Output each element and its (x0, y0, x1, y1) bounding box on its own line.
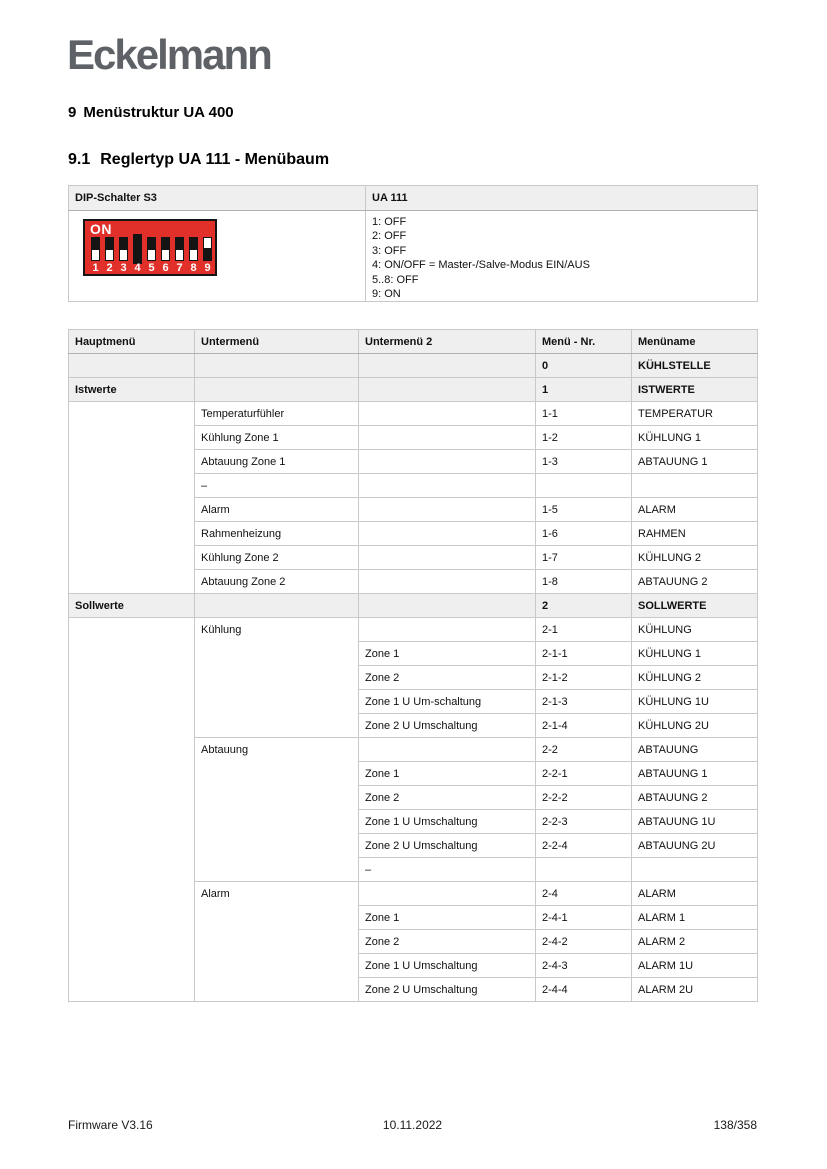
cell-untermenu: – (195, 474, 359, 498)
cell-menuname: KÜHLUNG 1 (632, 426, 758, 450)
dip-setting-line: 1: OFF (372, 216, 407, 228)
dip-settings-list (372, 215, 753, 301)
dip-switch-handle (190, 250, 197, 260)
cell-menu-nr: 1-3 (536, 450, 632, 474)
cell-menu-nr: 1-5 (536, 498, 632, 522)
cell-untermenu (195, 354, 359, 378)
cell-menu-nr: 2-2-3 (536, 810, 632, 834)
page-footer (68, 1118, 757, 1132)
cell-untermenu2 (359, 354, 536, 378)
cell-menu-nr: 2-1 (536, 618, 632, 642)
cell-menu-nr: 1-2 (536, 426, 632, 450)
cell-menu-nr: 2-2 (536, 738, 632, 762)
dip-setting-line: 4: ON/OFF = Master-/Salve-Modus EIN/AUS (372, 259, 590, 272)
cell-untermenu2 (359, 738, 536, 762)
dip-switch-table (68, 185, 758, 302)
cell-menuname: ALARM (632, 882, 758, 906)
dip-number: 6 (162, 262, 169, 274)
col-header-untermenu: Untermenü (195, 330, 359, 354)
dip-switch-1 (91, 237, 100, 261)
footer-firmware: Firmware V3.16 (68, 1118, 153, 1132)
subsection-number: 9.1 (68, 151, 91, 168)
section-number: 9 (68, 104, 77, 121)
cell-menuname: KÜHLSTELLE (632, 354, 758, 378)
cell-menu-nr: 1-6 (536, 522, 632, 546)
cell-menuname: ABTAUUNG 1U (632, 810, 758, 834)
cell-menuname: KÜHLUNG 1 (632, 642, 758, 666)
dip-switch-handle (162, 250, 169, 260)
dip-number: 1 (92, 262, 99, 274)
cell-menu-nr (536, 474, 632, 498)
cell-menuname: ALARM 2U (632, 978, 758, 1002)
dip-switch-7 (175, 237, 184, 261)
cell-menu-nr: 1 (536, 378, 632, 402)
cell-menuname: ABTAUUNG 1 (632, 762, 758, 786)
cell-untermenu2 (359, 474, 536, 498)
subsection-title: Reglertyp UA 111 - Menübaum (100, 151, 330, 168)
dip-switch-handle (204, 238, 211, 248)
cell-untermenu2: – (359, 858, 536, 882)
cell-menuname: KÜHLUNG (632, 618, 758, 642)
cell-menuname (632, 858, 758, 882)
table-row (69, 402, 758, 426)
table-row (69, 186, 758, 211)
cell-menuname: KÜHLUNG 2 (632, 546, 758, 570)
table-row (69, 618, 758, 642)
dip-switch-handle (120, 250, 127, 260)
cell-menuname: ALARM 1 (632, 906, 758, 930)
dip-switch-6 (161, 237, 170, 261)
footer-page-number: 138/358 (713, 1118, 758, 1132)
dip-switch-handle (148, 250, 155, 260)
cell-untermenu: Abtauung (195, 738, 359, 882)
cell-untermenu2: Zone 2 (359, 930, 536, 954)
cell-untermenu2 (359, 882, 536, 906)
cell-menu-nr: 2-4-2 (536, 930, 632, 954)
cell-menu-nr: 2 (536, 594, 632, 618)
dip-switch-cell (69, 211, 366, 302)
table-row (69, 378, 758, 402)
cell-menuname: ISTWERTE (632, 378, 758, 402)
cell-menu-nr: 2-1-2 (536, 666, 632, 690)
dip-switch-4 (133, 234, 142, 264)
cell-untermenu: Rahmenheizung (195, 522, 359, 546)
cell-untermenu (195, 378, 359, 402)
cell-hauptmenu: Sollwerte (69, 594, 195, 618)
dip-on-label: ON (90, 221, 112, 237)
cell-menu-nr: 2-2-1 (536, 762, 632, 786)
cell-untermenu2: Zone 2 U Umschaltung (359, 834, 536, 858)
dip-switch-slots (91, 237, 212, 264)
cell-menu-nr: 2-1-3 (536, 690, 632, 714)
cell-untermenu: Kühlung Zone 2 (195, 546, 359, 570)
cell-hauptmenu (69, 354, 195, 378)
cell-menuname: KÜHLUNG 2U (632, 714, 758, 738)
cell-menuname: KÜHLUNG 1U (632, 690, 758, 714)
menu-structure-table (68, 329, 758, 1002)
cell-untermenu: Alarm (195, 882, 359, 1002)
cell-menuname: SOLLWERTE (632, 594, 758, 618)
cell-menu-nr: 1-1 (536, 402, 632, 426)
cell-menuname: TEMPERATUR (632, 402, 758, 426)
cell-menu-nr: 2-2-2 (536, 786, 632, 810)
cell-untermenu2 (359, 570, 536, 594)
cell-untermenu: Abtauung Zone 1 (195, 450, 359, 474)
cell-menu-nr (536, 858, 632, 882)
dip-switch-3 (119, 237, 128, 261)
cell-untermenu2 (359, 426, 536, 450)
cell-untermenu: Abtauung Zone 2 (195, 570, 359, 594)
dip-switch-graphic (83, 219, 217, 276)
dip-switch-8 (189, 237, 198, 261)
cell-hauptmenu (69, 402, 195, 594)
cell-menuname: ABTAUUNG (632, 738, 758, 762)
cell-untermenu2 (359, 522, 536, 546)
col-header-hauptmenu: Hauptmenü (69, 330, 195, 354)
cell-menu-nr: 0 (536, 354, 632, 378)
cell-untermenu2 (359, 378, 536, 402)
dip-number: 3 (120, 262, 127, 274)
dip-switch-9 (203, 237, 212, 261)
table-header-row (69, 330, 758, 354)
col-header-menuname: Menüname (632, 330, 758, 354)
dip-switch-handle (92, 250, 99, 260)
cell-untermenu2 (359, 450, 536, 474)
cell-untermenu2 (359, 402, 536, 426)
cell-untermenu: Kühlung (195, 618, 359, 738)
cell-untermenu2: Zone 1 (359, 906, 536, 930)
cell-untermenu2: Zone 1 (359, 642, 536, 666)
cell-menuname: ALARM 1U (632, 954, 758, 978)
cell-untermenu2: Zone 2 (359, 666, 536, 690)
cell-untermenu: Temperaturfühler (195, 402, 359, 426)
cell-untermenu2: Zone 1 (359, 762, 536, 786)
cell-menuname: ALARM 2 (632, 930, 758, 954)
section-heading (68, 104, 234, 121)
cell-menu-nr: 2-4-4 (536, 978, 632, 1002)
cell-untermenu2: Zone 1 U Umschaltung (359, 810, 536, 834)
dip-number: 4 (134, 262, 141, 274)
dip-setting-line: 5..8: OFF (372, 273, 419, 286)
cell-untermenu2 (359, 498, 536, 522)
cell-menuname: KÜHLUNG 2 (632, 666, 758, 690)
col-header-menu-nr: Menü - Nr. (536, 330, 632, 354)
table-row (69, 211, 758, 302)
cell-menuname: ABTAUUNG 2U (632, 834, 758, 858)
table-row (69, 354, 758, 378)
cell-menu-nr: 1-7 (536, 546, 632, 570)
section-title: Menüstruktur UA 400 (83, 104, 234, 121)
cell-menu-nr: 2-2-4 (536, 834, 632, 858)
dip-number: 9 (204, 262, 211, 274)
dip-switch-5 (147, 237, 156, 261)
cell-untermenu2 (359, 594, 536, 618)
cell-menu-nr: 2-4 (536, 882, 632, 906)
dip-switch-handle (176, 250, 183, 260)
cell-menu-nr: 1-8 (536, 570, 632, 594)
dip-table-header-right: UA 111 (366, 186, 758, 211)
cell-menu-nr: 2-1-4 (536, 714, 632, 738)
cell-untermenu2: Zone 2 (359, 786, 536, 810)
cell-untermenu2 (359, 546, 536, 570)
cell-menuname (632, 474, 758, 498)
cell-menuname: ABTAUUNG 1 (632, 450, 758, 474)
cell-hauptmenu: Istwerte (69, 378, 195, 402)
dip-switch-2 (105, 237, 114, 261)
cell-menuname: ABTAUUNG 2 (632, 570, 758, 594)
dip-setting-line: 9: ON (372, 288, 401, 301)
cell-untermenu: Kühlung Zone 1 (195, 426, 359, 450)
cell-untermenu2: Zone 1 U Umschaltung (359, 954, 536, 978)
dip-number: 7 (176, 262, 183, 274)
dip-setting-line: 3: OFF (372, 244, 407, 257)
dip-setting-line: 2: OFF (372, 230, 407, 243)
dip-number: 5 (148, 262, 155, 274)
col-header-untermenu2: Untermenü 2 (359, 330, 536, 354)
subsection-heading (68, 151, 329, 169)
dip-table-header-left: DIP-Schalter S3 (69, 186, 366, 211)
cell-menuname: RAHMEN (632, 522, 758, 546)
dip-number: 2 (106, 262, 113, 274)
dip-number: 8 (190, 262, 197, 274)
eckelmann-logo: Eckelmann (67, 31, 271, 78)
cell-untermenu2: Zone 2 U Umschaltung (359, 978, 536, 1002)
dip-switch-numbers (91, 262, 212, 274)
cell-menu-nr: 2-4-1 (536, 906, 632, 930)
cell-untermenu2 (359, 618, 536, 642)
cell-menuname: ABTAUUNG 2 (632, 786, 758, 810)
cell-menuname: ALARM (632, 498, 758, 522)
dip-settings-cell (366, 211, 758, 302)
cell-untermenu2: Zone 2 U Umschaltung (359, 714, 536, 738)
footer-date: 10.11.2022 (382, 1118, 443, 1132)
cell-menu-nr: 2-4-3 (536, 954, 632, 978)
cell-untermenu: Alarm (195, 498, 359, 522)
cell-hauptmenu (69, 618, 195, 1002)
dip-switch-handle (106, 250, 113, 260)
cell-menu-nr: 2-1-1 (536, 642, 632, 666)
table-row (69, 594, 758, 618)
cell-untermenu (195, 594, 359, 618)
cell-untermenu2: Zone 1 U Um-schaltung (359, 690, 536, 714)
